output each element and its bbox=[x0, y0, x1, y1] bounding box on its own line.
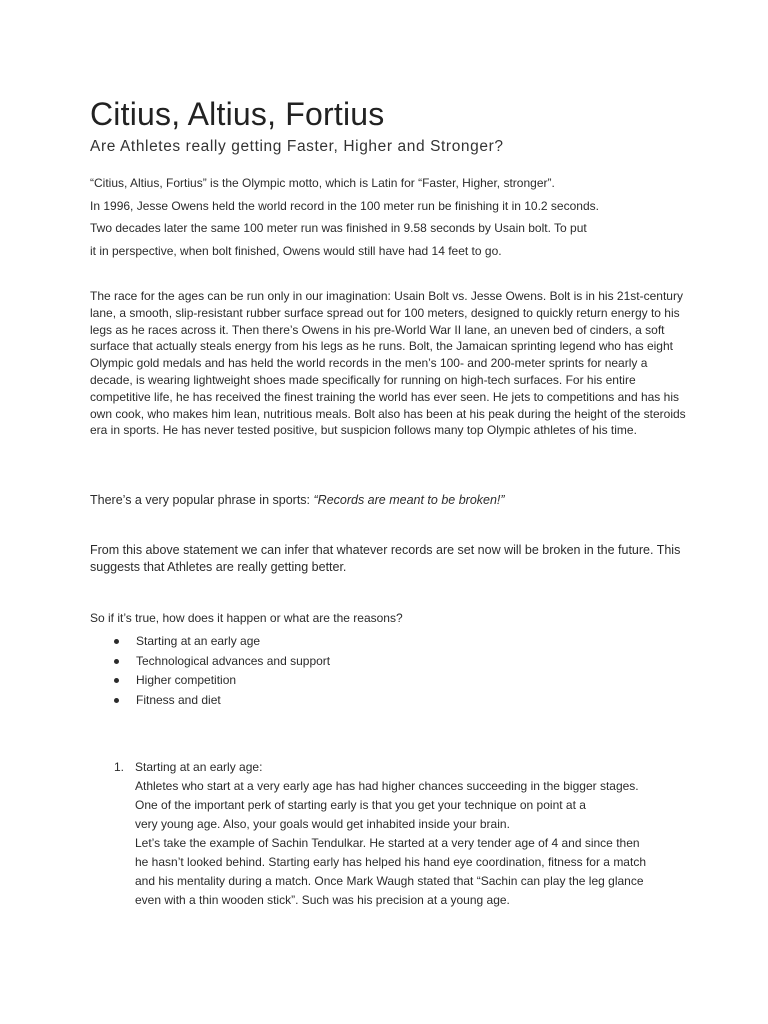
list-item bbox=[112, 691, 330, 711]
intro-paragraph bbox=[90, 172, 690, 262]
intro-line: In 1996, Jesse Owens held the world record in the 100 meter run be finishing it in 10.2 seconds. bbox=[90, 198, 599, 213]
list-item-label: Starting at an early age bbox=[136, 634, 261, 648]
section-line: Athletes who start at a very early age has had higher chances succeeding in the bigger stages. bbox=[135, 779, 639, 793]
bullet-icon bbox=[114, 639, 119, 644]
list-item bbox=[112, 632, 330, 652]
intro-line: it in perspective, when bolt finished, Owens would still have had 14 feet to go. bbox=[90, 243, 502, 258]
intro-line: Two decades later the same 100 meter run was finished in 9.58 seconds by Usain bolt. To put bbox=[90, 221, 587, 235]
list-item-label: Fitness and diet bbox=[136, 692, 221, 707]
phrase-paragraph bbox=[90, 492, 690, 509]
phrase-quote: “Records are meant to be broken!” bbox=[313, 493, 505, 507]
numbered-item bbox=[114, 758, 694, 910]
section-line: even with a thin wooden stick”. Such was his precision at a young age. bbox=[135, 893, 510, 907]
race-paragraph: The race for the ages can be run only in our imagination: Usain Bolt vs. Jesse Owens. Bolt is in his 21st-century lane, a smooth, slip-resistant rubber surface spread out for 100 meters, designed to quickly return energy to his legs as he races across it. Then there’s Owens in his pre-World War II lane, an uneven bed of cinders, a soft surface that actually steals energy from his legs as he runs. Bolt, the Jamaican sprinting legend who has eight Olympic gold medals and has held the world records in the men’s 100- and 200-meter sprints for nearly a decade, is wearing lightweight shoes made specifically for running on high-tech surfaces. For his entire competitive life, he has received the finest training the world has ever seen. He jets to competitions and has his own cook, who makes him lean, nutritious meals. Bolt also has been at his peak during the height of the steroids era in sports. He has never tested positive, but suspicion follows many top Olympic athletes of his time. bbox=[90, 289, 686, 438]
section-line: very young age. Also, your goals would get inhabited inside your brain. bbox=[135, 817, 510, 831]
inference-paragraph: From this above statement we can infer that whatever records are set now will be broken in the future. This suggests that Athletes are really getting better. bbox=[90, 543, 681, 574]
bullet-icon bbox=[114, 698, 119, 703]
intro-line: “Citius, Altius, Fortius” is the Olympic motto, which is Latin for “Faster, Higher, stronger”. bbox=[90, 176, 555, 190]
page-subtitle: Are Athletes really getting Faster, Higher and Stronger? bbox=[90, 138, 504, 155]
section-line: Let’s take the example of Sachin Tendulkar. He started at a very tender age of 4 and since then bbox=[135, 836, 640, 850]
page-title: Citius, Altius, Fortius bbox=[90, 96, 385, 132]
bullet-icon bbox=[114, 678, 119, 683]
section-heading: Starting at an early age: bbox=[135, 760, 263, 774]
list-item-label: Higher competition bbox=[136, 673, 237, 687]
list-item bbox=[112, 671, 330, 691]
section-line: One of the important perk of starting early is that you get your technique on point at a bbox=[135, 798, 586, 812]
numbered-item-body bbox=[135, 758, 694, 910]
bullet-icon bbox=[114, 659, 119, 664]
phrase-lead: There’s a very popular phrase in sports: bbox=[90, 493, 314, 507]
list-item bbox=[112, 652, 330, 672]
numbered-section bbox=[114, 758, 694, 910]
reasons-question: So if it’s true, how does it happen or what are the reasons? bbox=[90, 611, 403, 625]
reasons-list bbox=[112, 632, 330, 710]
list-item-label: Technological advances and support bbox=[136, 653, 331, 668]
section-line: and his mentality during a match. Once Mark Waugh stated that “Sachin can play the leg glance bbox=[135, 874, 644, 888]
section-line: he hasn’t looked behind. Starting early has helped his hand eye coordination, fitness for a match bbox=[135, 855, 646, 869]
item-number: 1. bbox=[114, 760, 125, 774]
